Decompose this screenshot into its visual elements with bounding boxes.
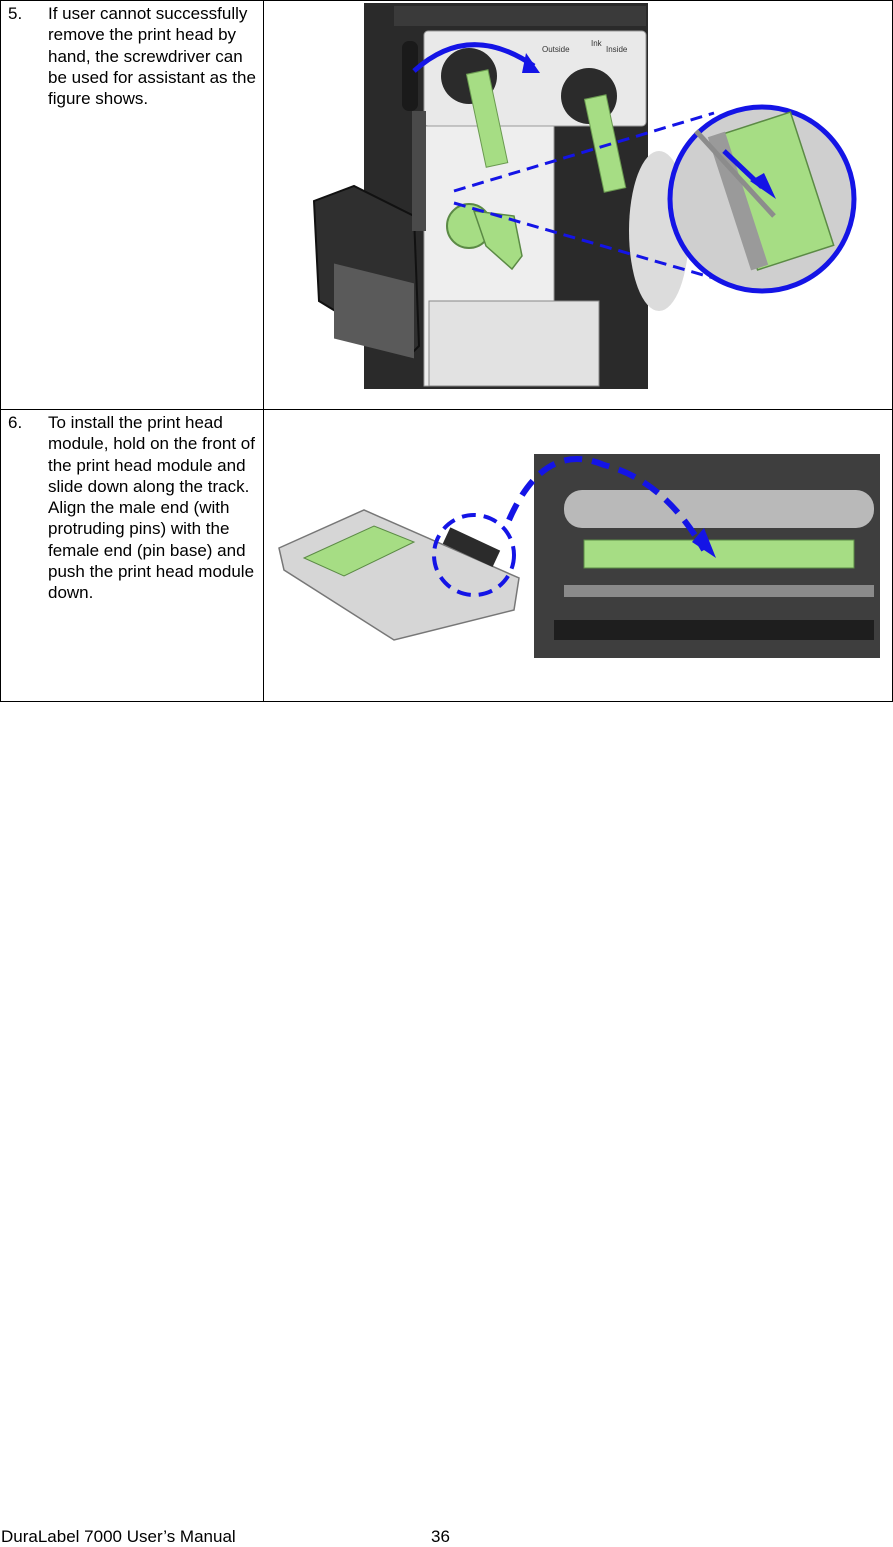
- step-6-text-cell: [1, 410, 264, 702]
- footer-title: DuraLabel 7000 User’s Manual: [1, 1527, 236, 1546]
- step-6-text: To install the print head module, hold on the front of the print head module and slide down along the track. Align the male end (with protruding pins) with the female end (pin base) and push the print head module down.: [48, 413, 255, 603]
- housing-top-bar: [394, 6, 646, 26]
- step-6-figure-cell: [264, 410, 893, 702]
- step-5-figure-cell: [264, 1, 893, 410]
- bottom-slot: [554, 620, 874, 640]
- panel-label-inside: Inside: [606, 45, 628, 54]
- footer-page-number: 36: [431, 1527, 450, 1546]
- release-lever: [402, 41, 418, 111]
- step-row-5: [1, 1, 893, 410]
- printer-screwdriver-illustration: [264, 1, 893, 404]
- lever-shaft: [412, 111, 426, 231]
- panel-label-ink: Ink: [591, 39, 602, 48]
- platen-roller: [564, 490, 874, 528]
- instruction-table: [0, 0, 893, 702]
- step-5-figure: [264, 1, 892, 409]
- step-5-number: 5.: [8, 4, 23, 23]
- lower-plate: [429, 301, 599, 386]
- step-5-text-cell: [1, 1, 264, 410]
- print-head-module: [279, 510, 519, 640]
- step-6-number: 6.: [8, 413, 23, 432]
- step-5-text: If user cannot successfully remove the print head by hand, the screwdriver can be used for assistant as the figure shows.: [48, 4, 256, 109]
- pin-base-track: [584, 540, 854, 568]
- step-6-figure: [264, 410, 892, 701]
- lower-bar: [564, 585, 874, 597]
- print-head-install-illustration: [264, 410, 893, 696]
- step-row-6: [1, 410, 893, 702]
- panel-label-outside: Outside: [542, 45, 570, 54]
